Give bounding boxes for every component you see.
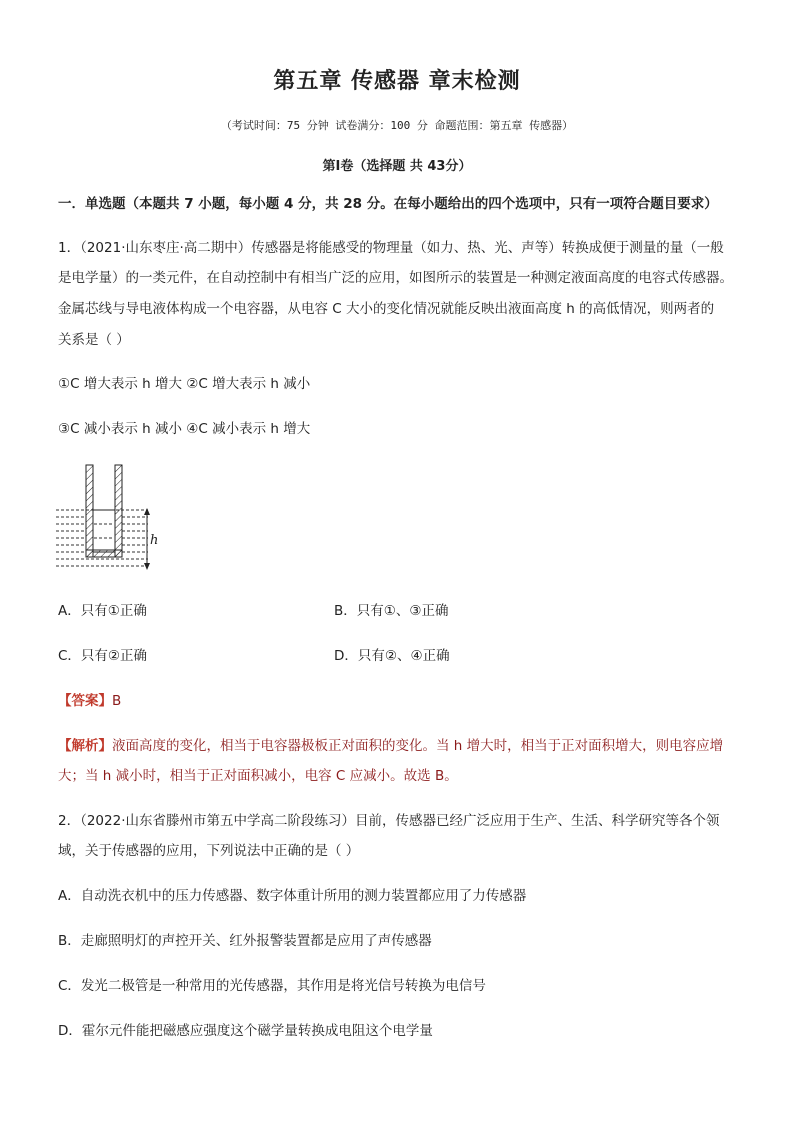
q1-option-a: A．只有①正确 bbox=[58, 603, 147, 619]
q1-line-4: 关系是（ ） bbox=[58, 332, 130, 348]
height-label: h bbox=[150, 533, 159, 548]
q2-line-1: 2．（2022·山东省滕州市第五中学高二阶段练习）目前，传感器已经广泛应用于生产、生活、科学研究等各个领 bbox=[58, 813, 720, 829]
answer-tag: 【答案】 bbox=[58, 693, 112, 709]
q1-line-1: 1．（2021·山东枣庄·高二期中）传感器是将能感受的物理量（如力、热、光、声等）转换成便于测量的量（一般 bbox=[58, 240, 724, 256]
q1-statement-2: ③C 减小表示 h 减小 ④C 减小表示 h 增大 bbox=[58, 421, 311, 437]
q2-option-c: C．发光二极管是一种常用的光传感器，其作用是将光信号转换为电信号 bbox=[58, 978, 486, 994]
q2-option-a: A．自动洗衣机中的压力传感器、数字体重计所用的测力装置都应用了力传感器 bbox=[58, 888, 527, 904]
section-heading: 一．单选题（本题共 7 小题，每小题 4 分，共 28 分。在每小题给出的四个选项中，只有一项符合题目要求） bbox=[58, 196, 718, 212]
capacitor-liquid-level-figure bbox=[56, 460, 166, 575]
q2-option-b: B．走廊照明灯的声控开关、红外报警装置都是应用了声传感器 bbox=[58, 933, 432, 949]
q1-answer bbox=[58, 689, 121, 709]
bottom-wall bbox=[86, 550, 122, 557]
q1-analysis-line-1 bbox=[58, 734, 723, 754]
left-wall bbox=[86, 465, 93, 557]
q1-line-2: 是电学量）的一类元件，在自动控制中有相当广泛的应用，如图所示的装置是一种测定液面高度的电容式传感器。 bbox=[58, 270, 733, 286]
q2-line-2: 域，关于传感器的应用，下列说法中正确的是（ ） bbox=[58, 843, 360, 859]
q1-option-b: B．只有①、③正确 bbox=[334, 603, 449, 619]
inner-liquid bbox=[93, 510, 115, 552]
q1-option-d: D．只有②、④正确 bbox=[334, 648, 450, 664]
q1-analysis-line-2: 大；当 h 减小时，相当于正对面积减小，电容 C 应减小。故选 B。 bbox=[58, 768, 458, 784]
analysis-tag: 【解析】 bbox=[58, 738, 112, 754]
q2-option-d: D．霍尔元件能把磁感应强度这个磁学量转换成电阻这个电学量 bbox=[58, 1023, 433, 1039]
answer-value: B bbox=[112, 693, 122, 709]
q1-option-c: C．只有②正确 bbox=[58, 648, 148, 664]
volume-heading: 第Ⅰ卷（选择题 共 43分） bbox=[322, 159, 472, 174]
page-title: 第五章 传感器 章末检测 bbox=[273, 69, 521, 94]
analysis-text-1: 液面高度的变化，相当于电容器极板正对面积的变化。当 h 增大时，相当于正对面积增大，则电容应增 bbox=[112, 738, 724, 754]
right-wall bbox=[115, 465, 122, 557]
exam-info: （考试时间：75 分钟 试卷满分：100 分 命题范围：第五章 传感器） bbox=[220, 119, 574, 132]
q1-line-3: 金属芯线与导电液体构成一个电容器，从电容 C 大小的变化情况就能反映出液面高度 h 的高低情况，则两者的 bbox=[58, 301, 715, 317]
q1-statement-1: ①C 增大表示 h 增大 ②C 增大表示 h 减小 bbox=[58, 376, 311, 392]
